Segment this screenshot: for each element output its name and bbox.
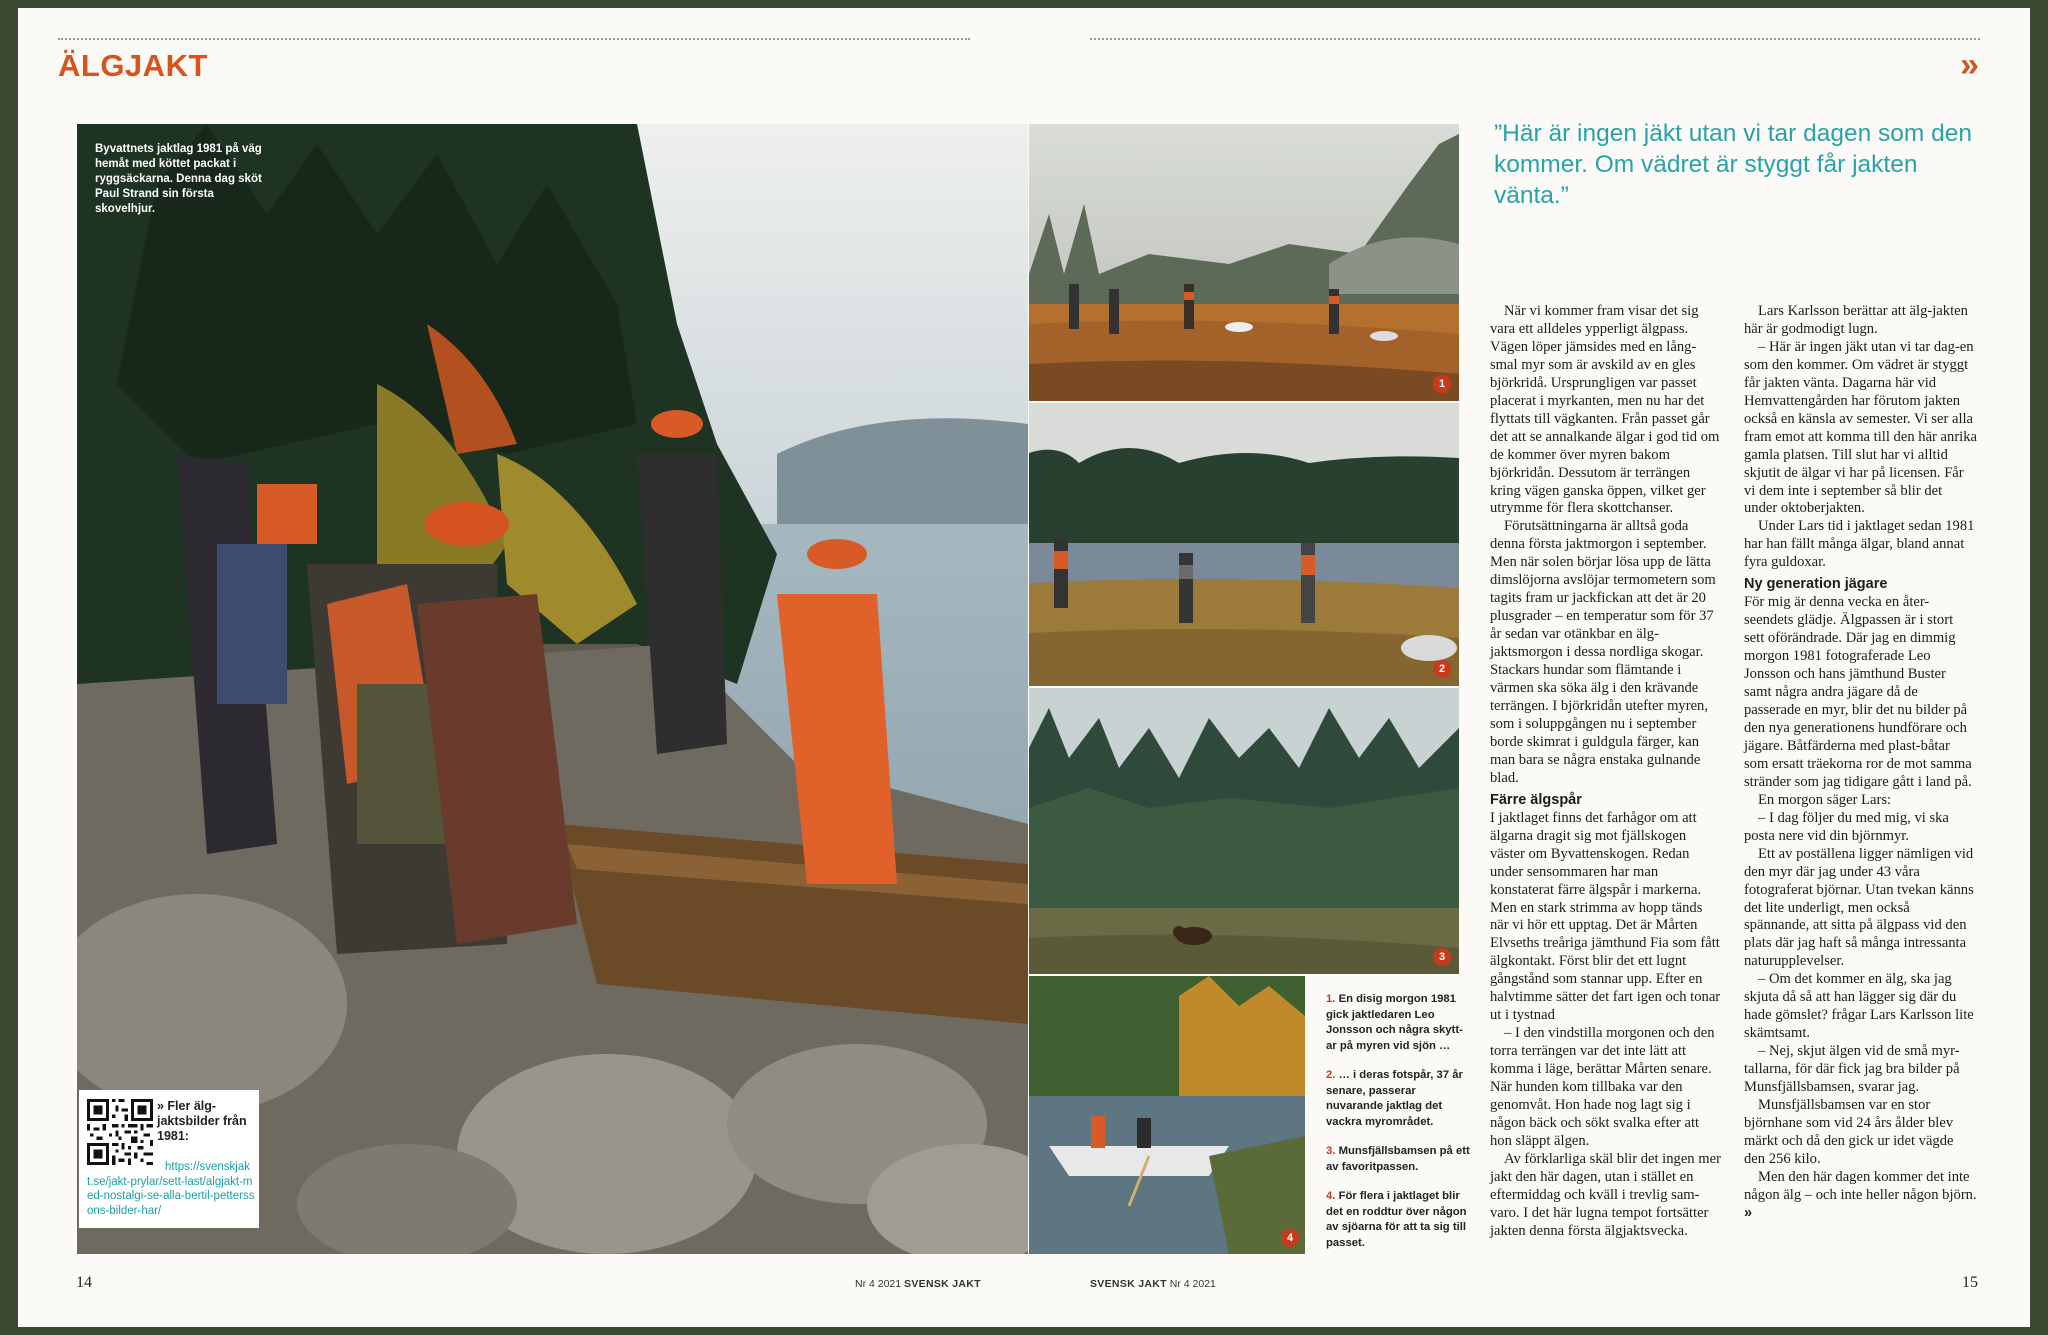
photo-number-badge: 3 xyxy=(1433,948,1451,966)
body-paragraph: Munsfjällsbamsen var en stor björnhane som vid 24 års ålder blev märkt och då den gick ur idet vägde den 256 kilo. xyxy=(1744,1096,1954,1167)
more-photos-link-text[interactable]: https://svenskjakt.se/jakt-prylar/sett-last/algjakt-med-nostalgi-se-alla-bertil-petterssons-bilder-har/ xyxy=(87,1161,255,1217)
body-column-2 xyxy=(1744,303,1977,1223)
photo-3-munsfjallsbamsen xyxy=(1029,688,1459,974)
main-photo-hunters-with-boat xyxy=(77,124,1028,1254)
photo-1-morning-1981 xyxy=(1029,124,1459,401)
body-paragraph: – I den vindstilla morgonen och den torra terrängen var det inte lätt att komma i läge, berättar Mårten senare. När hunden kom tillbaka var den genomvåt. Hon hade nog lagt sig i någon bäck och sökt svalka efter att hon släppt älgen. xyxy=(1490,1025,1715,1149)
photo-4-rowing-boat xyxy=(1029,976,1305,1254)
body-paragraph: Under Lars tid i jaktlaget sedan 1981 har han fällt många älgar, bland annat fyra guldoxar. xyxy=(1744,518,1975,571)
qr-box-title: » Fler älg-jaktsbilder från 1981: xyxy=(157,1099,247,1143)
body-paragraph-text: Men den här dagen kommer det inte någon älg – och inte heller någon björn. xyxy=(1744,1168,1977,1203)
body-paragraph: Av förklarliga skäl blir det ingen mer jakt den här dagen, utan i stället en eftermiddag och kväll i trevlig sam-varo. I det här lugna tempot fortsätter jakten denna första älgjaktsvecka. xyxy=(1490,1150,1721,1239)
photo-captions xyxy=(1326,992,1472,1265)
continue-arrow-icon: » xyxy=(1744,1204,1753,1221)
subheading-ny-generation: Ny generation jägare xyxy=(1744,576,1888,593)
body-column-1 xyxy=(1490,303,1723,1241)
caption-text: … i deras fotspår, 37 år senare, passerar nuvarande jaktlag det vackra myrområdet. xyxy=(1326,1069,1463,1128)
caption-number: 4. xyxy=(1326,1190,1336,1202)
body-paragraph: För mig är denna vecka en åter-seendets glädje. Älgpassen är i stort sett oförändrade. Där jag en dimmig morgon 1981 fotograferade Leo Jonsson och hans jämthund Buster samt några andra jägare då de passerade en myr, blir det nu bilder på den nya generationens hundförare och jägare. Båtfärderna med plast-båtar som ersatt träekorna ror de mot samma stränder som jag tidigare gått i land på. xyxy=(1744,594,1972,790)
body-paragraph: – Om det kommer en älg, ska jag skjuta då så att han lägger sig där du hade gömslet? frågar Lars Karlsson lite skämtsamt. xyxy=(1744,971,1974,1042)
body-paragraph: När vi kommer fram visar det sig vara ett alldeles ypperligt älgpass. Vägen löper jämsides med en lång-smal myr som är avskild av en gles björkridå. Ursprungligen var passet placerat i myrkanten, men nu har det flyttats till vägkanten. Från passet går det att se annalkande älgar i god tid om de kommer över myren bakom björkridån. Dessutom är terrängen kring vägen ganska öppen, vilket ger utrymme för flera skottchanser. xyxy=(1490,303,1720,517)
body-paragraph: – I dag följer du med mig, vi ska posta nere vid din björnmyr. xyxy=(1744,809,1949,844)
caption-text: För flera i jaktlaget blir det en roddtur över någon av sjöarna för att ta sig till passet. xyxy=(1326,1190,1467,1249)
body-paragraph: I jaktlaget finns det farhågor om att älgarna dragit sig mot fjällskogen väster om Byvattenskogen. Redan under sensommaren har man konstaterat färre älgspår i markerna. Men en stark strimma av hopp tänds när vi hör ett upptag. Det är Mårten Elvseths treåriga jämthund Fia som fått älgkontakt. Först blir det ett lugnt gångstånd som stannar upp. Efter en halvtimme sätter det fart igen och tonar ut i tystnad xyxy=(1490,809,1721,1024)
footer-magazine: SVENSK JAKT xyxy=(904,1278,981,1290)
body-paragraph xyxy=(1744,1169,1977,1223)
footer-issue: Nr 4 2021 xyxy=(1169,1278,1216,1290)
caption-2 xyxy=(1326,1068,1472,1130)
photo-number-badge: 1 xyxy=(1433,375,1451,393)
photo-number-badge: 4 xyxy=(1281,1229,1299,1247)
subheading-farre-algspar: Färre älgspår xyxy=(1490,791,1582,808)
page-number-left: 14 xyxy=(76,1274,92,1291)
body-paragraph: Ett av poställena ligger nämligen vid den myr där jag under 43 våra fotograferat björnar. Utan tvekan känns det lite underligt, men också spännande, att sitta på älgpass vid den plats där jag haft så många intressanta naturupplevelser. xyxy=(1744,845,1974,970)
qr-info-box xyxy=(79,1090,259,1228)
more-photos-link[interactable] xyxy=(87,1160,255,1218)
top-dotted-rule-left xyxy=(58,38,970,40)
caption-number: 3. xyxy=(1326,1145,1336,1157)
caption-3 xyxy=(1326,1144,1472,1175)
pull-quote: ”Här är ingen jäkt utan vi tar dagen som den kommer. Om vädret är styggt får jakten vänta.” xyxy=(1494,120,1973,209)
footer-magazine: SVENSK JAKT xyxy=(1090,1278,1167,1290)
page-number-right: 15 xyxy=(1962,1274,1978,1291)
body-paragraph: Lars Karlsson berättar att älg-jakten här är godmodigt lugn. xyxy=(1744,303,1968,337)
main-photo-caption: Byvattnets jaktlag 1981 på väg hemåt med köttet packat i ryggsäckarna. Denna dag sköt Paul Strand sin första skovelhjur. xyxy=(95,143,262,215)
section-title: ÄLGJAKT xyxy=(58,48,208,83)
caption-4 xyxy=(1326,1189,1472,1251)
qr-code-icon xyxy=(87,1099,153,1165)
body-paragraph: – Här är ingen jäkt utan vi tar dag-en som den kommer. Om vädret är styggt får jakten vänta. Dagarna här vid Hemvattengården har förutom jakten också en känsla av semester. Vi ser alla fram emot att komma till den här anrika gamla platsen. Till slut har vi alltid skjutit de älgar vi har på licensen. Får vi dem inte i september så blir det under oktoberjakten. xyxy=(1744,338,1978,517)
footer-right xyxy=(1090,1278,1216,1290)
body-paragraph: En morgon säger Lars: xyxy=(1758,791,1892,808)
top-dotted-rule-right xyxy=(1090,38,1980,40)
footer-issue: Nr 4 2021 xyxy=(855,1278,902,1290)
caption-number: 1. xyxy=(1326,993,1336,1005)
next-page-arrow-icon: » xyxy=(1960,46,1979,84)
caption-1 xyxy=(1326,992,1472,1054)
body-paragraph: Förutsättningarna är alltså goda denna första jaktmorgon i september. Men när solen börjar lösa upp de lätta dimslöjorna avslöjar termometern som tagits fram ur jackfickan att det är 20 plusgrader – en temperatur som för 37 år sedan var otänkbar en älg-jaktsmorgon i dessa nordliga skogar. Stackars hundar som flämtande i värmen ska söka älg i den krävande terrängen. I björkridån utefter myren, som i soluppgången nu i september borde skimrat i guldgula färger, kan man bara se några enstaka gulnande blad. xyxy=(1490,518,1716,786)
photo-number-badge: 2 xyxy=(1433,660,1451,678)
caption-text: En disig morgon 1981 gick jaktledaren Leo Jonsson och några skytt-ar på myren vid sjön … xyxy=(1326,993,1463,1052)
photo-2-current-hunters xyxy=(1029,403,1459,686)
caption-text: Munsfjällsbamsen på ett av favoritpassen. xyxy=(1326,1145,1470,1173)
footer-left xyxy=(855,1278,981,1290)
body-paragraph: – Nej, skjut älgen vid de små myr-tallarna, för där fick jag bra bilder på Munsfjällsbamsen, svarar jag. xyxy=(1744,1043,1960,1096)
caption-number: 2. xyxy=(1326,1069,1336,1081)
